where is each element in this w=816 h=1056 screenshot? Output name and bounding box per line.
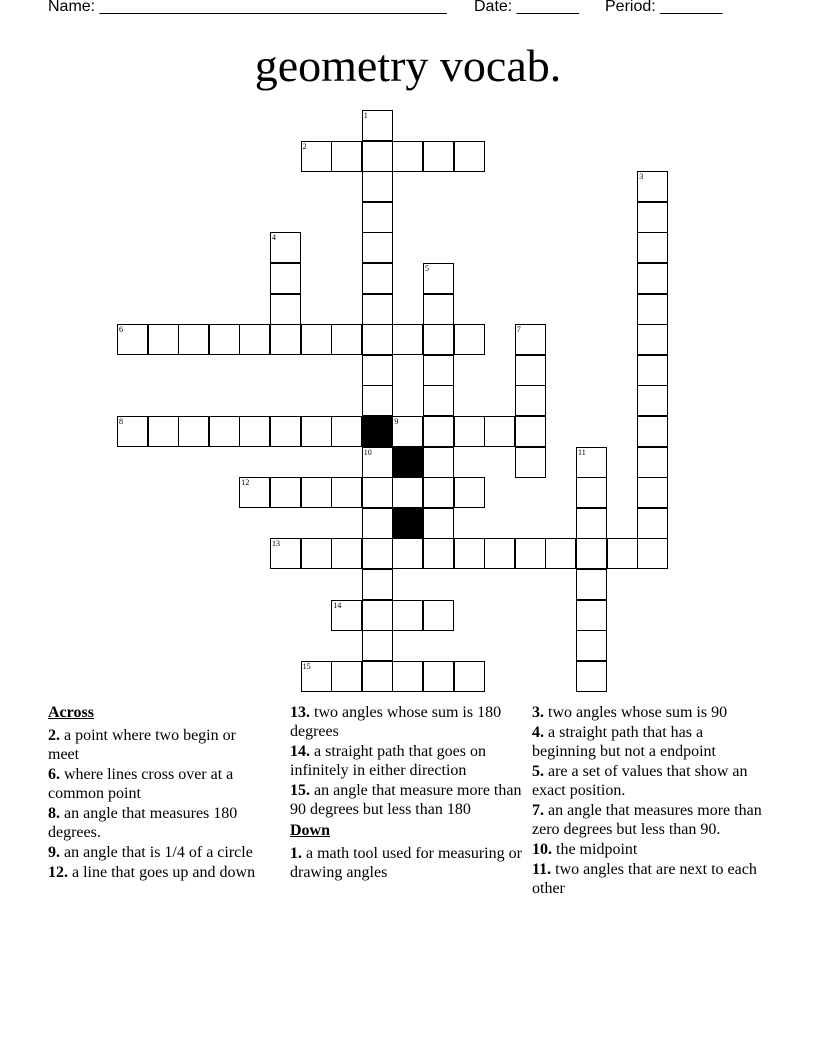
crossword-cell[interactable] <box>362 263 393 294</box>
crossword-block-cell <box>392 447 423 478</box>
crossword-cell[interactable] <box>423 416 454 447</box>
crossword-cell[interactable] <box>484 538 515 569</box>
clue-column-1 <box>48 703 268 883</box>
crossword-cell[interactable] <box>637 508 668 539</box>
crossword-cell[interactable] <box>423 600 454 631</box>
crossword-cell[interactable] <box>454 141 485 172</box>
crossword-cell[interactable] <box>637 171 668 202</box>
crossword-cell[interactable] <box>454 661 485 692</box>
crossword-cell[interactable] <box>178 416 209 447</box>
clue-number: 10. <box>532 841 552 858</box>
crossword-cell[interactable] <box>270 538 301 569</box>
crossword-cell[interactable] <box>362 600 393 631</box>
crossword-cell[interactable] <box>301 416 332 447</box>
clue-text: a math tool used for measuring or drawing angles <box>290 845 522 881</box>
crossword-cell[interactable] <box>637 447 668 478</box>
crossword-cell[interactable] <box>331 141 362 172</box>
crossword-cell[interactable] <box>239 324 270 355</box>
clue-text: are a set of values that show an exact position. <box>532 763 748 799</box>
crossword-cell[interactable] <box>515 385 546 416</box>
cell-number: 9 <box>394 417 399 426</box>
crossword-cell[interactable] <box>545 538 576 569</box>
clue-number: 14. <box>290 743 310 760</box>
crossword-cell[interactable] <box>392 416 423 447</box>
crossword-cell[interactable] <box>331 538 362 569</box>
crossword-cell[interactable] <box>454 477 485 508</box>
crossword-cell[interactable] <box>362 110 393 141</box>
crossword-cell[interactable] <box>515 447 546 478</box>
crossword-cell[interactable] <box>362 355 393 386</box>
crossword-cell[interactable] <box>637 232 668 263</box>
crossword-cell[interactable] <box>270 263 301 294</box>
clue-number: 2. <box>48 727 60 744</box>
crossword-cell[interactable] <box>423 447 454 478</box>
clue-down-4 <box>532 723 764 761</box>
clue-number: 5. <box>532 763 544 780</box>
crossword-cell[interactable] <box>362 508 393 539</box>
crossword-cell[interactable] <box>362 538 393 569</box>
cell-number: 15 <box>302 661 311 671</box>
crossword-cell[interactable] <box>148 324 179 355</box>
crossword-cell[interactable] <box>484 416 515 447</box>
crossword-cell[interactable] <box>576 569 607 600</box>
cell-number: 5 <box>425 264 429 273</box>
cell-number: 11 <box>578 447 586 457</box>
clue-text: a line that goes up and down <box>72 864 256 881</box>
clue-number: 4. <box>532 724 544 741</box>
crossword-cell[interactable] <box>270 477 301 508</box>
cell-number: 13 <box>272 539 280 549</box>
crossword-cell[interactable] <box>362 141 393 172</box>
crossword-cell[interactable] <box>576 477 607 508</box>
crossword-cell[interactable] <box>423 508 454 539</box>
cell-number: 6 <box>119 325 123 335</box>
clue-down-3 <box>532 703 764 722</box>
crossword-cell[interactable] <box>454 416 485 447</box>
clue-number: 3. <box>532 704 544 721</box>
crossword-cell[interactable] <box>331 661 362 692</box>
crossword-cell[interactable] <box>637 294 668 325</box>
crossword-cell[interactable] <box>331 416 362 447</box>
clue-down-10 <box>532 840 764 859</box>
crossword-cell[interactable] <box>423 141 454 172</box>
clue-number: 7. <box>532 802 544 819</box>
crossword-cell[interactable] <box>362 630 393 661</box>
crossword-cell[interactable] <box>637 477 668 508</box>
crossword-cell[interactable] <box>301 538 332 569</box>
name-field-label: Name: _______________________________________ <box>48 0 447 15</box>
crossword-cell[interactable] <box>637 416 668 447</box>
cell-number: 4 <box>272 233 276 243</box>
crossword-cell[interactable] <box>423 385 454 416</box>
crossword-cell[interactable] <box>515 355 546 386</box>
clue-text: an angle that is 1/4 of a circle <box>64 844 253 861</box>
clue-text: two angles that are next to each other <box>532 861 757 897</box>
down-heading: Down <box>290 822 331 839</box>
crossword-cell[interactable] <box>270 416 301 447</box>
crossword-cell[interactable] <box>515 416 546 447</box>
cell-number: 14 <box>333 600 342 610</box>
crossword-cell[interactable] <box>270 324 301 355</box>
crossword-cell[interactable] <box>576 447 607 478</box>
crossword-cell[interactable] <box>637 263 668 294</box>
crossword-cell[interactable] <box>239 477 270 508</box>
crossword-cell[interactable] <box>423 324 454 355</box>
crossword-cell[interactable] <box>515 324 546 355</box>
crossword-cell[interactable] <box>423 355 454 386</box>
crossword-cell[interactable] <box>331 477 362 508</box>
clue-down-11 <box>532 860 764 898</box>
crossword-cell[interactable] <box>576 600 607 631</box>
cell-number: 1 <box>363 111 368 120</box>
crossword-cell[interactable] <box>454 538 485 569</box>
crossword-cell[interactable] <box>392 538 423 569</box>
crossword-cell[interactable] <box>576 508 607 539</box>
crossword-cell[interactable] <box>148 416 179 447</box>
crossword-cell[interactable] <box>301 477 332 508</box>
crossword-block-cell <box>392 508 423 539</box>
crossword-cell[interactable] <box>362 324 393 355</box>
cell-number: 7 <box>516 325 521 335</box>
crossword-cell[interactable] <box>576 538 607 569</box>
crossword-cell[interactable] <box>515 538 546 569</box>
crossword-cell[interactable] <box>423 477 454 508</box>
crossword-cell[interactable] <box>362 202 393 233</box>
crossword-cell[interactable] <box>392 324 423 355</box>
clue-down-1 <box>290 844 524 882</box>
clue-text: two angles whose sum is 90 <box>548 704 728 721</box>
crossword-cell[interactable] <box>607 538 638 569</box>
crossword-cell[interactable] <box>637 385 668 416</box>
clue-across-2 <box>48 726 268 764</box>
clue-text: a straight path that has a beginning but not a endpoint <box>532 724 716 760</box>
crossword-cell[interactable] <box>117 416 148 447</box>
cell-number: 8 <box>119 417 123 426</box>
cell-number: 3 <box>639 172 644 182</box>
clue-down-7 <box>532 801 764 839</box>
clue-column-2 <box>290 703 524 883</box>
clue-number: 1. <box>290 845 302 862</box>
crossword-block-cell <box>362 416 393 447</box>
clue-number: 15. <box>290 782 310 799</box>
clue-across-13 <box>290 703 524 741</box>
crossword-cell[interactable] <box>637 324 668 355</box>
across-heading: Across <box>48 704 94 721</box>
crossword-cell[interactable] <box>423 294 454 325</box>
clue-across-12 <box>48 863 268 882</box>
clue-across-6 <box>48 765 268 803</box>
crossword-cell[interactable] <box>362 232 393 263</box>
clue-text: a straight path that goes on infinitely in either direction <box>290 743 486 779</box>
crossword-cell[interactable] <box>301 324 332 355</box>
clue-number: 9. <box>48 844 60 861</box>
cell-number: 12 <box>241 478 250 488</box>
clue-text: an angle that measure more than 90 degrees but less than 180 <box>290 782 522 818</box>
crossword-cell[interactable] <box>331 324 362 355</box>
clue-across-14 <box>290 742 524 780</box>
clue-number: 12. <box>48 864 68 881</box>
crossword-cell[interactable] <box>362 477 393 508</box>
crossword-cell[interactable] <box>576 661 607 692</box>
crossword-cell[interactable] <box>454 324 485 355</box>
crossword-cell[interactable] <box>239 416 270 447</box>
crossword-cell[interactable] <box>209 416 240 447</box>
clue-number: 11. <box>532 861 552 878</box>
crossword-cell[interactable] <box>301 141 332 172</box>
crossword-cell[interactable] <box>209 324 240 355</box>
crossword-cell[interactable] <box>392 600 423 631</box>
crossword-cell[interactable] <box>576 630 607 661</box>
crossword-cell[interactable] <box>423 538 454 569</box>
crossword-cell[interactable] <box>362 171 393 202</box>
clue-text: a point where two begin or meet <box>48 727 236 763</box>
crossword-cell[interactable] <box>637 355 668 386</box>
period-field-label: Period: _______ <box>605 0 723 15</box>
clue-number: 6. <box>48 766 60 783</box>
crossword-cell[interactable] <box>392 141 423 172</box>
crossword-cell[interactable] <box>362 569 393 600</box>
clue-text: an angle that measures more than zero degrees but less than 90. <box>532 802 762 838</box>
clue-text: where lines cross over at a common point <box>48 766 234 802</box>
crossword-cell[interactable] <box>423 263 454 294</box>
clue-number: 8. <box>48 805 60 822</box>
crossword-cell[interactable] <box>423 661 454 692</box>
crossword-cell[interactable] <box>362 447 393 478</box>
clue-column-3 <box>532 703 764 899</box>
clue-down-5 <box>532 762 764 800</box>
crossword-cell[interactable] <box>637 202 668 233</box>
clue-across-8 <box>48 804 268 842</box>
page-title: geometry vocab. <box>254 40 562 91</box>
crossword-cell[interactable] <box>392 661 423 692</box>
crossword-cell[interactable] <box>117 324 148 355</box>
crossword-cell[interactable] <box>270 232 301 263</box>
crossword-cell[interactable] <box>301 661 332 692</box>
crossword-cell[interactable] <box>331 600 362 631</box>
clue-text: two angles whose sum is 180 degrees <box>290 704 502 740</box>
clue-text: an angle that measures 180 degrees. <box>48 805 238 841</box>
crossword-cell[interactable] <box>392 477 423 508</box>
crossword-cell[interactable] <box>362 385 393 416</box>
crossword-cell[interactable] <box>362 294 393 325</box>
clue-number: 13. <box>290 704 310 721</box>
clue-text: the midpoint <box>556 841 638 858</box>
date-field-label: Date: _______ <box>474 0 579 15</box>
crossword-cell[interactable] <box>270 294 301 325</box>
crossword-cell[interactable] <box>637 538 668 569</box>
cell-number: 2 <box>302 141 307 151</box>
clue-across-15 <box>290 781 524 819</box>
crossword-cell[interactable] <box>362 661 393 692</box>
crossword-cell[interactable] <box>178 324 209 355</box>
clue-across-9 <box>48 843 268 862</box>
cell-number: 10 <box>363 447 372 457</box>
